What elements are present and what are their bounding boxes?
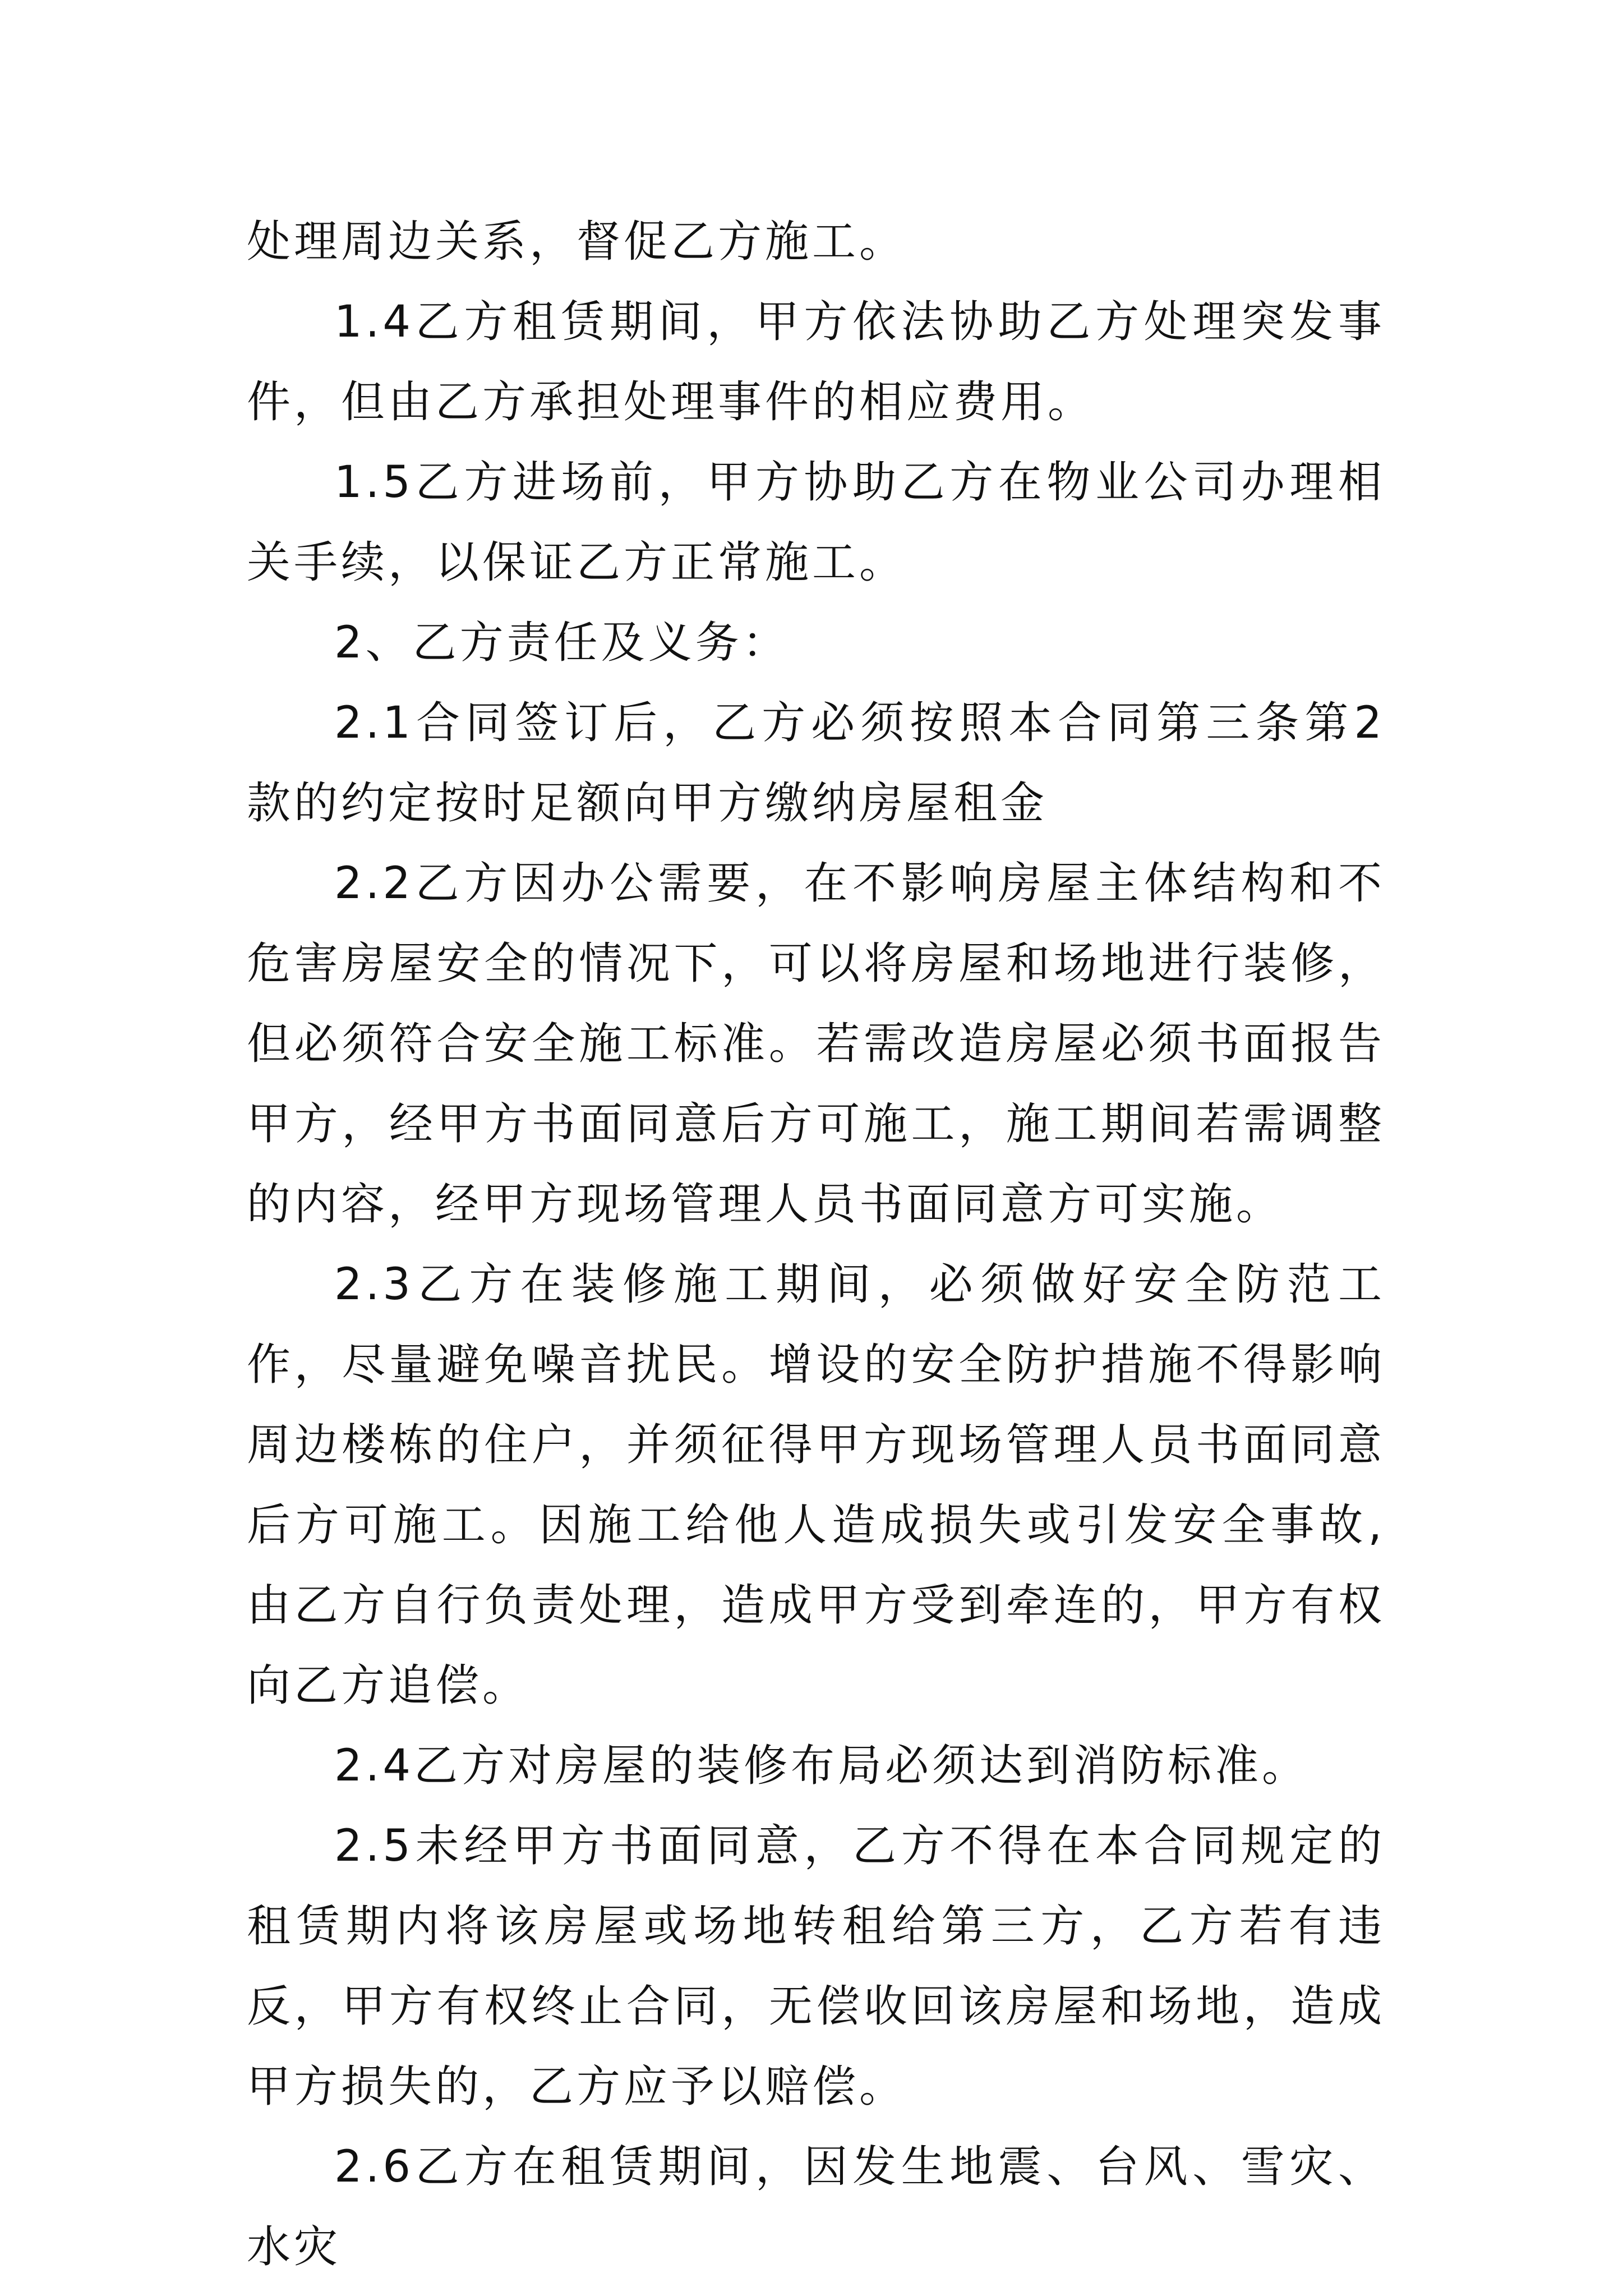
paragraph-clause-2-5: 2.5未经甲方书面同意，乙方不得在本合同规定的租赁期内将该房屋或场地转租给第三方，乙方若有违反，甲方有权终止合同，无偿收回该房屋和场地，造成甲方损失的，乙方应予以赔偿。	[247, 1821, 1385, 2112]
paragraph-clause-2-3: 2.3乙方在装修施工期间，必须做好安全防范工作，尽量避免噪音扰民。增设的安全防护措施不得影响周边楼栋的住户，并须征得甲方现场管理人员书面同意后方可施工。因施工给他人造成损失或引发安全事故,由乙方自行负责处理，造成甲方受到牵连的，甲方有权向乙方追偿。	[247, 1259, 1385, 1711]
paragraph-clause-2-6: 2.6乙方在租赁期间，因发生地震、台风、雪灾、水灾	[247, 2142, 1385, 2272]
paragraph-clause-2-1: 2.1合同签订后，乙方必须按照本合同第三条第2款的约定按时足额向甲方缴纳房屋租金	[247, 698, 1385, 829]
paragraph-continuation: 处理周边关系，督促乙方施工。	[247, 217, 907, 267]
document-body	[247, 202, 1385, 2288]
section-heading-party-b-duties: 2、乙方责任及义务：	[334, 618, 790, 668]
paragraph-clause-1-5: 1.5乙方进场前，甲方协助乙方在物业公司办理相关手续，以保证乙方正常施工。	[247, 457, 1385, 588]
paragraph-clause-2-2: 2.2乙方因办公需要，在不影响房屋主体结构和不危害房屋安全的情况下，可以将房屋和场地进行装修，但必须符合安全施工标准。若需改造房屋必须书面报告甲方，经甲方书面同意后方可施工，施工期间若需调整的内容，经甲方现场管理人员书面同意方可实施。	[247, 858, 1385, 1230]
paragraph-clause-1-4: 1.4乙方租赁期间，甲方依法协助乙方处理突发事件，但由乙方承担处理事件的相应费用。	[247, 297, 1385, 427]
paragraph-clause-2-4: 2.4乙方对房屋的装修布局必须达到消防标准。	[334, 1741, 1310, 1791]
